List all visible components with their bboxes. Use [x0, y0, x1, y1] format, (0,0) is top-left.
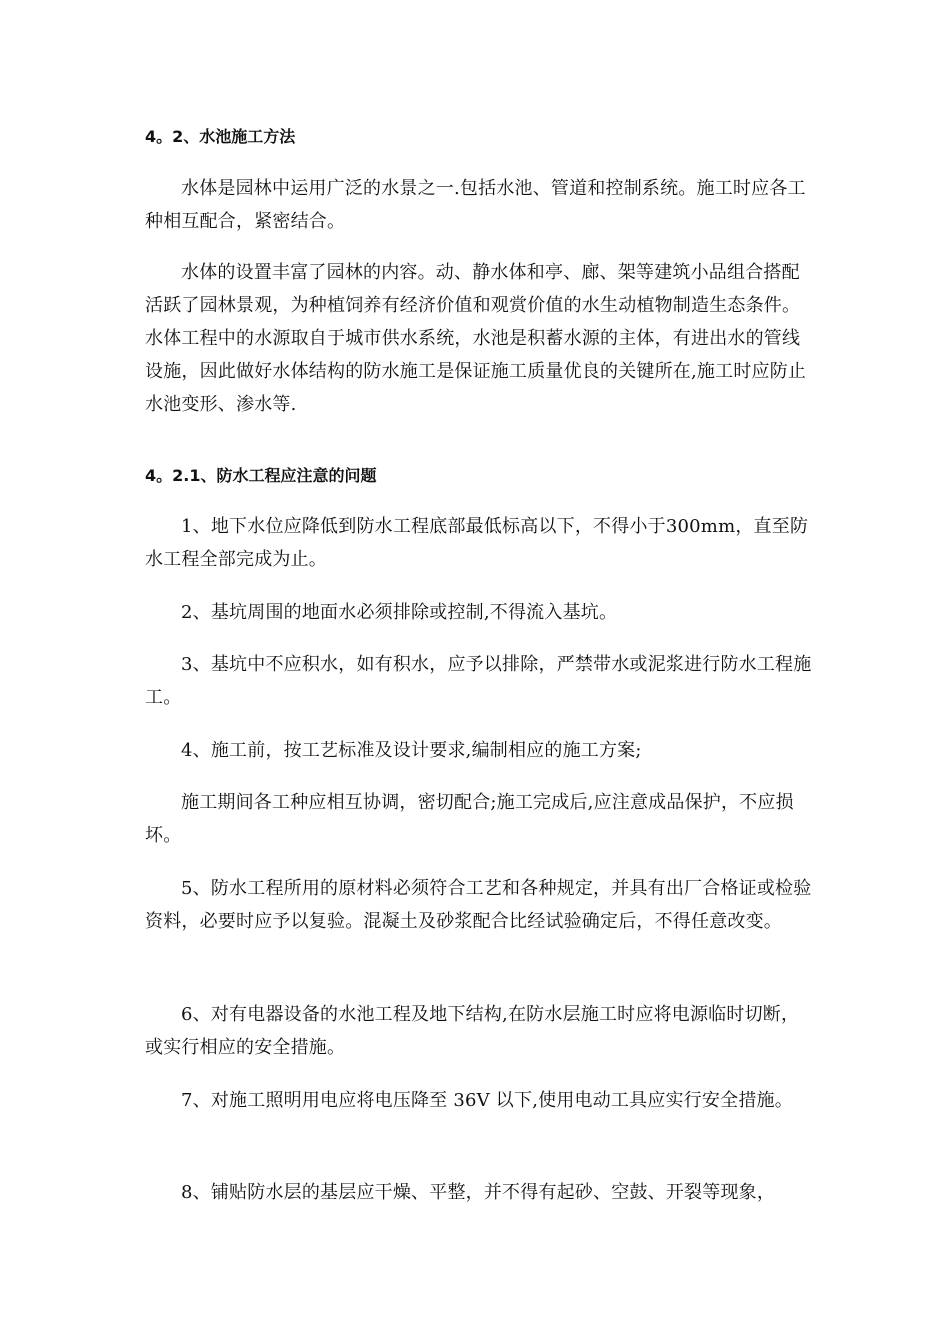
item-4: 4、施工前，按工艺标准及设计要求,编制相应的施工方案; [181, 740, 642, 761]
section-heading: 4。2、水池施工方法 [145, 127, 296, 146]
item-3: 3、基坑中不应积水，如有积水，应予以排除，严禁带水或泥浆进行防水工程施工。 [145, 654, 812, 708]
item-8: 8、铺贴防水层的基层应干燥、平整，并不得有起砂、空鼓、开裂等现象， [181, 1182, 776, 1203]
item-1: 1、地下水位应降低到防水工程底部最低标高以下，不得小于300mm，直至防水工程全部完成为止。 [145, 516, 809, 570]
item-4-continuation: 施工期间各工种应相互协调，密切配合;施工完成后,应注意成品保护，不应损坏。 [145, 792, 794, 846]
intro-paragraph-2: 水体的设置丰富了园林的内容。动、静水体和亭、廊、架等建筑小品组合搭配活跃了园林景观，为种植饲养有经济价值和观赏价值的水生动植物制造生态条件。水体工程中的水源取自于城市供水系统，水池是积蓄水源的主体，有进出水的管线设施，因此做好水体结构的防水施工是保证施工质量优良的关键所在,施工时应防止水池变形、渗水等. [145, 262, 807, 415]
item-2: 2、基坑周围的地面水必须排除或控制,不得流入基坑。 [181, 602, 618, 623]
subsection-heading: 4。2.1、防水工程应注意的问题 [145, 466, 377, 485]
item-6: 6、对有电器设备的水池工程及地下结构,在防水层施工时应将电源临时切断，或实行相应的安全措施。 [145, 1004, 800, 1058]
item-5: 5、防水工程所用的原材料必须符合工艺和各种规定，并具有出厂合格证或检验资料，必要时应予以复验。混凝土及砂浆配合比经试验确定后，不得任意改变。 [145, 878, 812, 932]
intro-paragraph-1: 水体是园林中运用广泛的水景之一.包括水池、管道和控制系统。施工时应各工种相互配合，紧密结合。 [145, 178, 806, 232]
item-7: 7、对施工照明用电应将电压降至 36V 以下,使用电动工具应实行安全措施。 [181, 1090, 793, 1111]
